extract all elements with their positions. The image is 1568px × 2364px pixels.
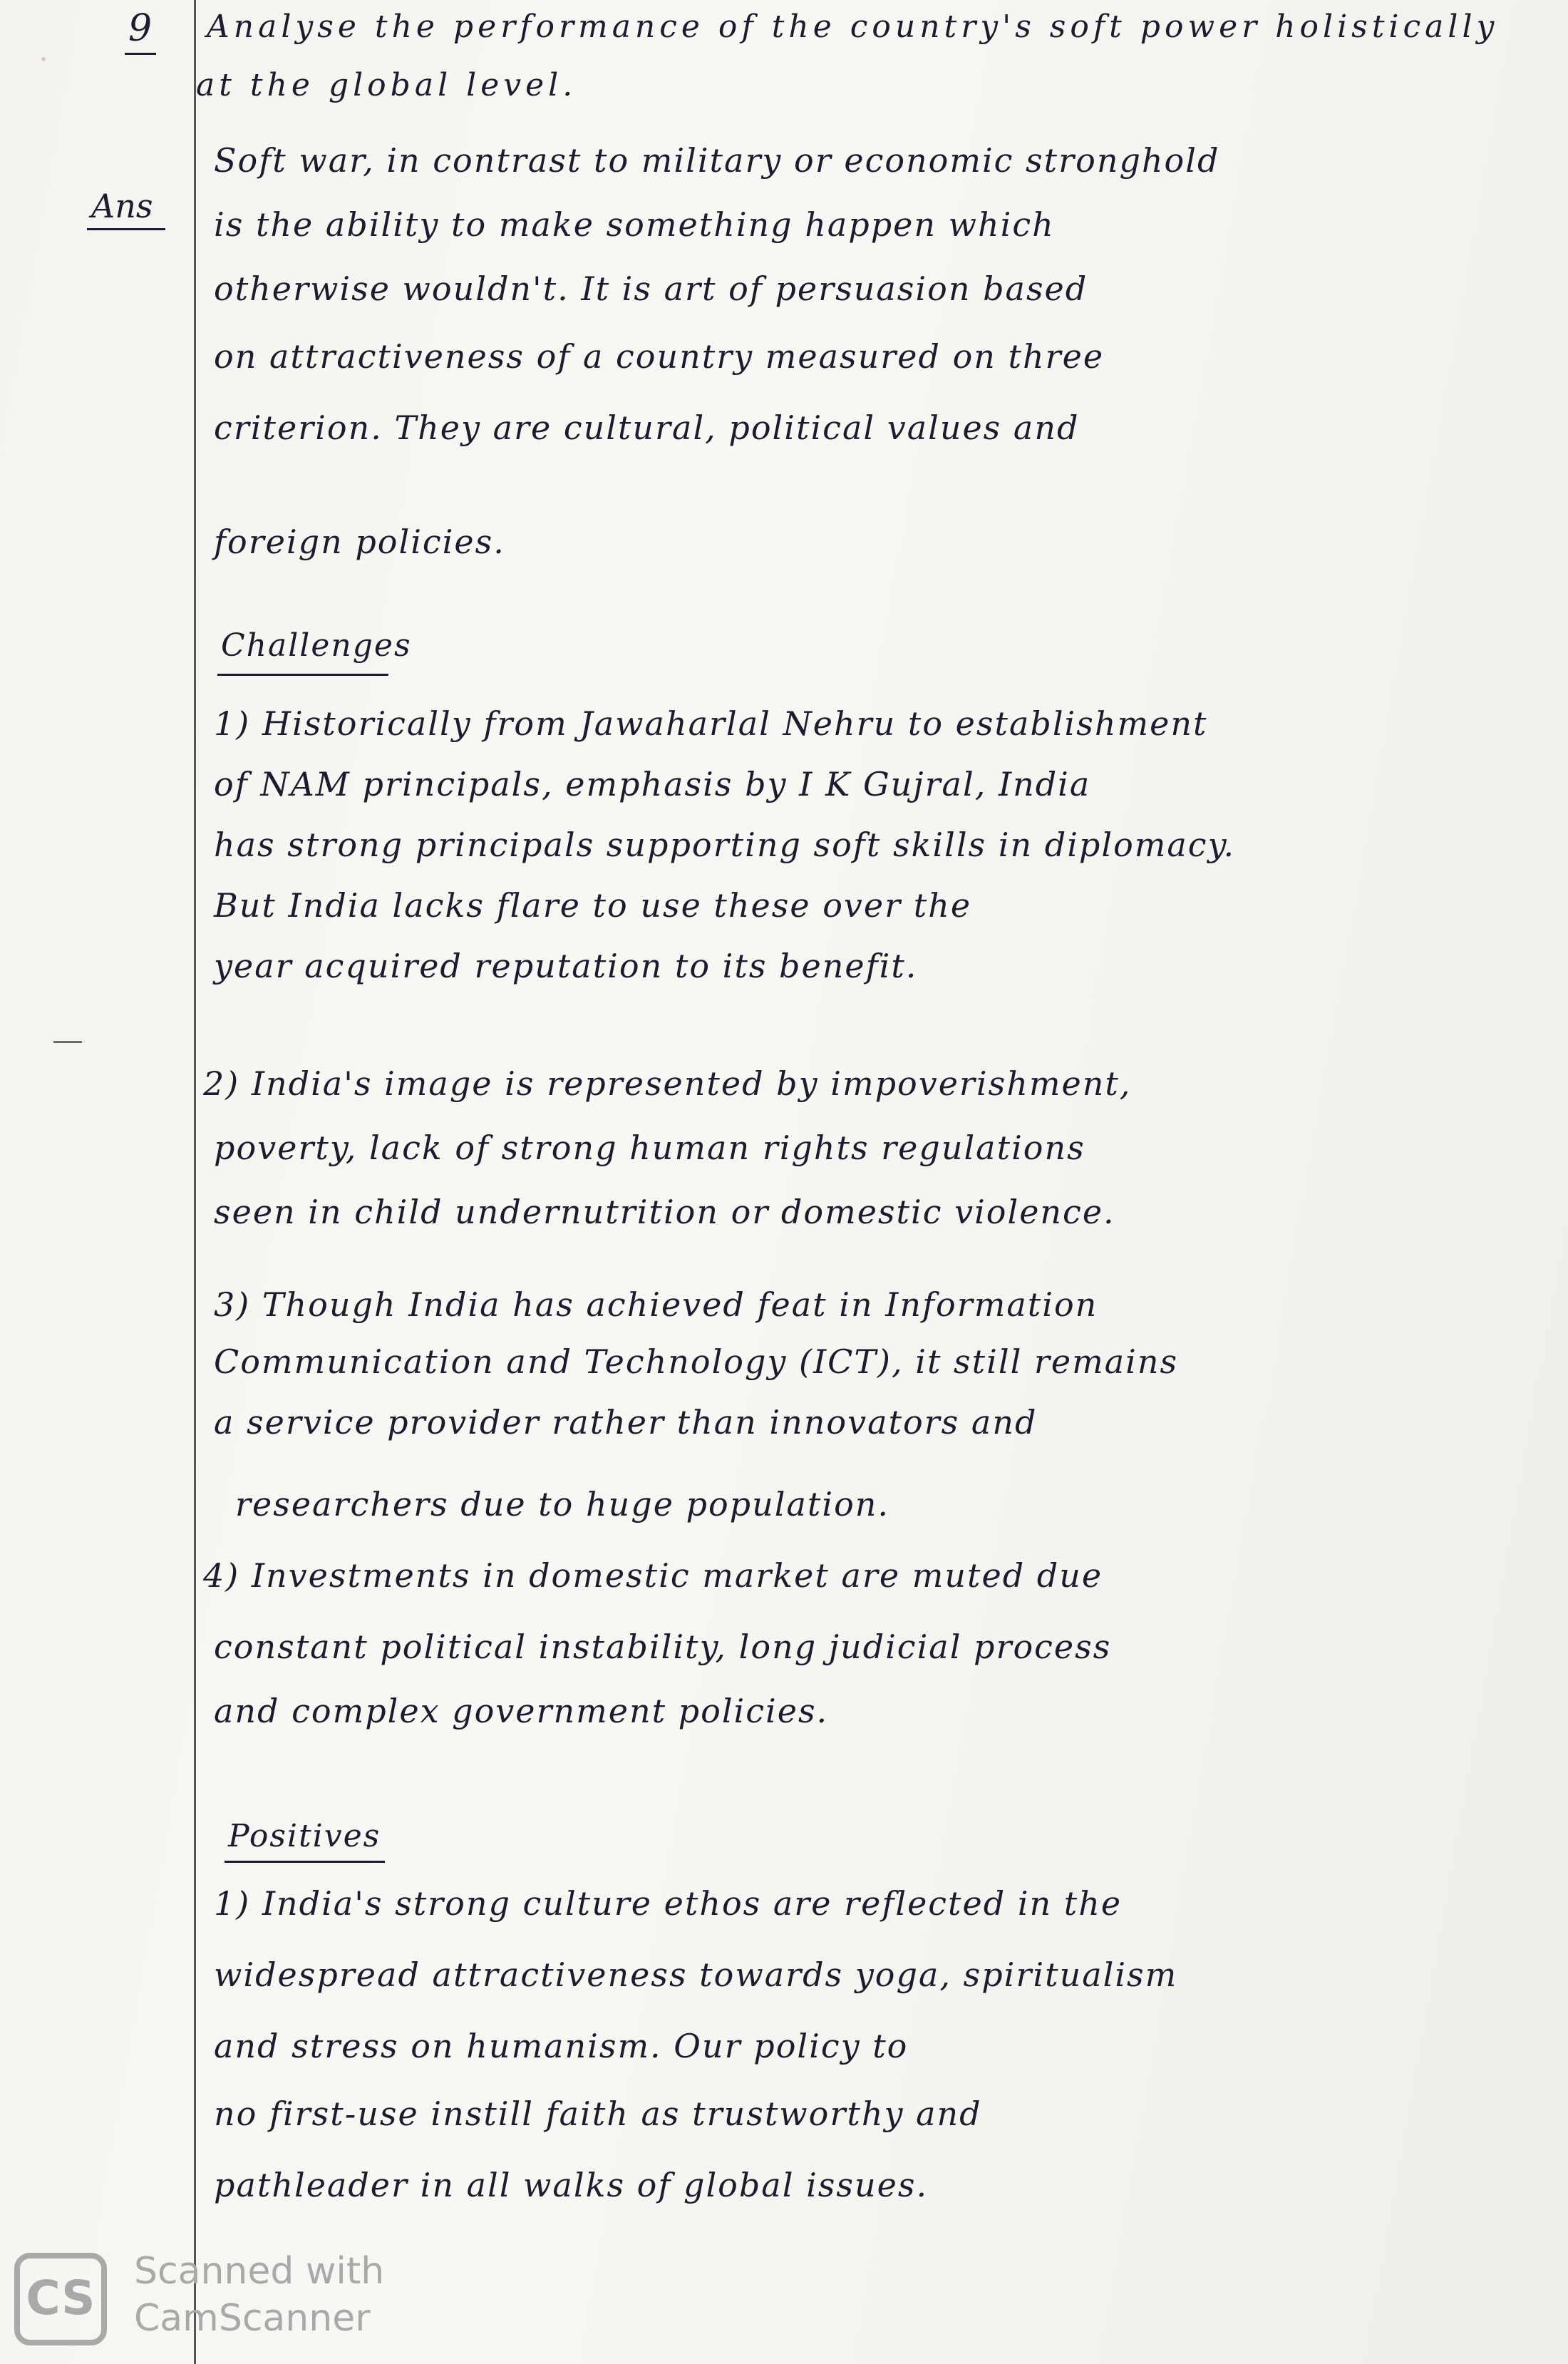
answer-line-1: Soft war, in contrast to military or economic stronghold — [214, 141, 1220, 180]
question-line-2: at the global level. — [196, 67, 577, 103]
positives-heading: Positives — [228, 1818, 381, 1854]
margin-mark — [53, 1041, 82, 1043]
positive-1-line-1: 1) India's strong culture ethos are reflected in the — [214, 1884, 1123, 1923]
challenge-4-line-2: constant political instability, long judicial process — [214, 1628, 1112, 1666]
watermark-line-2: CamScanner — [134, 2297, 371, 2340]
positive-1-line-2: widespread attractiveness towards yoga, spiritualism — [214, 1956, 1178, 1994]
answer-label: Ans — [91, 187, 153, 225]
answer-line-6: foreign policies. — [214, 523, 505, 561]
challenge-2-line-3: seen in child undernutrition or domestic violence. — [214, 1193, 1115, 1231]
answer-line-4: on attractiveness of a country measured on three — [214, 337, 1105, 376]
challenge-3-line-1: 3) Though India has achieved feat in Information — [214, 1285, 1098, 1324]
challenge-4-line-3: and complex government policies. — [214, 1692, 829, 1730]
challenge-3-line-4: researchers due to huge population. — [235, 1485, 890, 1523]
challenge-1-line-3: has strong principals supporting soft skills in diplomacy. — [214, 826, 1236, 864]
margin-line — [194, 0, 196, 2364]
challenge-4-line-1: 4) Investments in domestic market are muted due — [203, 1556, 1103, 1595]
question-number: 9 — [128, 7, 153, 50]
challenge-1-line-4: But India lacks flare to use these over the — [214, 886, 972, 925]
answer-line-3: otherwise wouldn't. It is art of persuasion based — [214, 269, 1088, 308]
challenge-1-line-5: year acquired reputation to its benefit. — [214, 947, 918, 985]
question-line-1: Analyse the performance of the country's soft power holistically — [207, 9, 1499, 45]
positive-1-line-5: pathleader in all walks of global issues. — [214, 2166, 929, 2204]
challenge-1-line-2: of NAM principals, emphasis by I K Gujral, India — [214, 765, 1091, 803]
positive-1-line-4: no first-use instill faith as trustworthy and — [214, 2095, 982, 2133]
answer-line-5: criterion. They are cultural, political values and — [214, 408, 1080, 447]
positives-heading-underline — [225, 1861, 385, 1863]
challenge-2-line-1: 2) India's image is represented by impoverishment, — [203, 1064, 1132, 1103]
challenges-heading-underline — [217, 674, 388, 676]
camscanner-watermark — [14, 2250, 413, 2340]
challenges-heading: Challenges — [221, 627, 412, 664]
challenge-3-line-3: a service provider rather than innovators and — [214, 1403, 1038, 1441]
challenge-3-line-2: Communication and Technology (ICT), it still remains — [214, 1342, 1179, 1381]
challenge-2-line-2: poverty, lack of strong human rights regulations — [214, 1129, 1085, 1167]
camscanner-logo-icon: CS — [14, 2253, 107, 2345]
question-number-underline — [125, 53, 156, 55]
answer-label-underline — [87, 228, 165, 230]
positive-1-line-3: and stress on humanism. Our policy to — [214, 2027, 909, 2065]
watermark-line-1: Scanned with — [134, 2250, 385, 2293]
answer-line-2: is the ability to make something happen which — [214, 205, 1055, 244]
challenge-1-line-1: 1) Historically from Jawaharlal Nehru to establishment — [214, 704, 1208, 743]
page-speck — [41, 57, 46, 61]
